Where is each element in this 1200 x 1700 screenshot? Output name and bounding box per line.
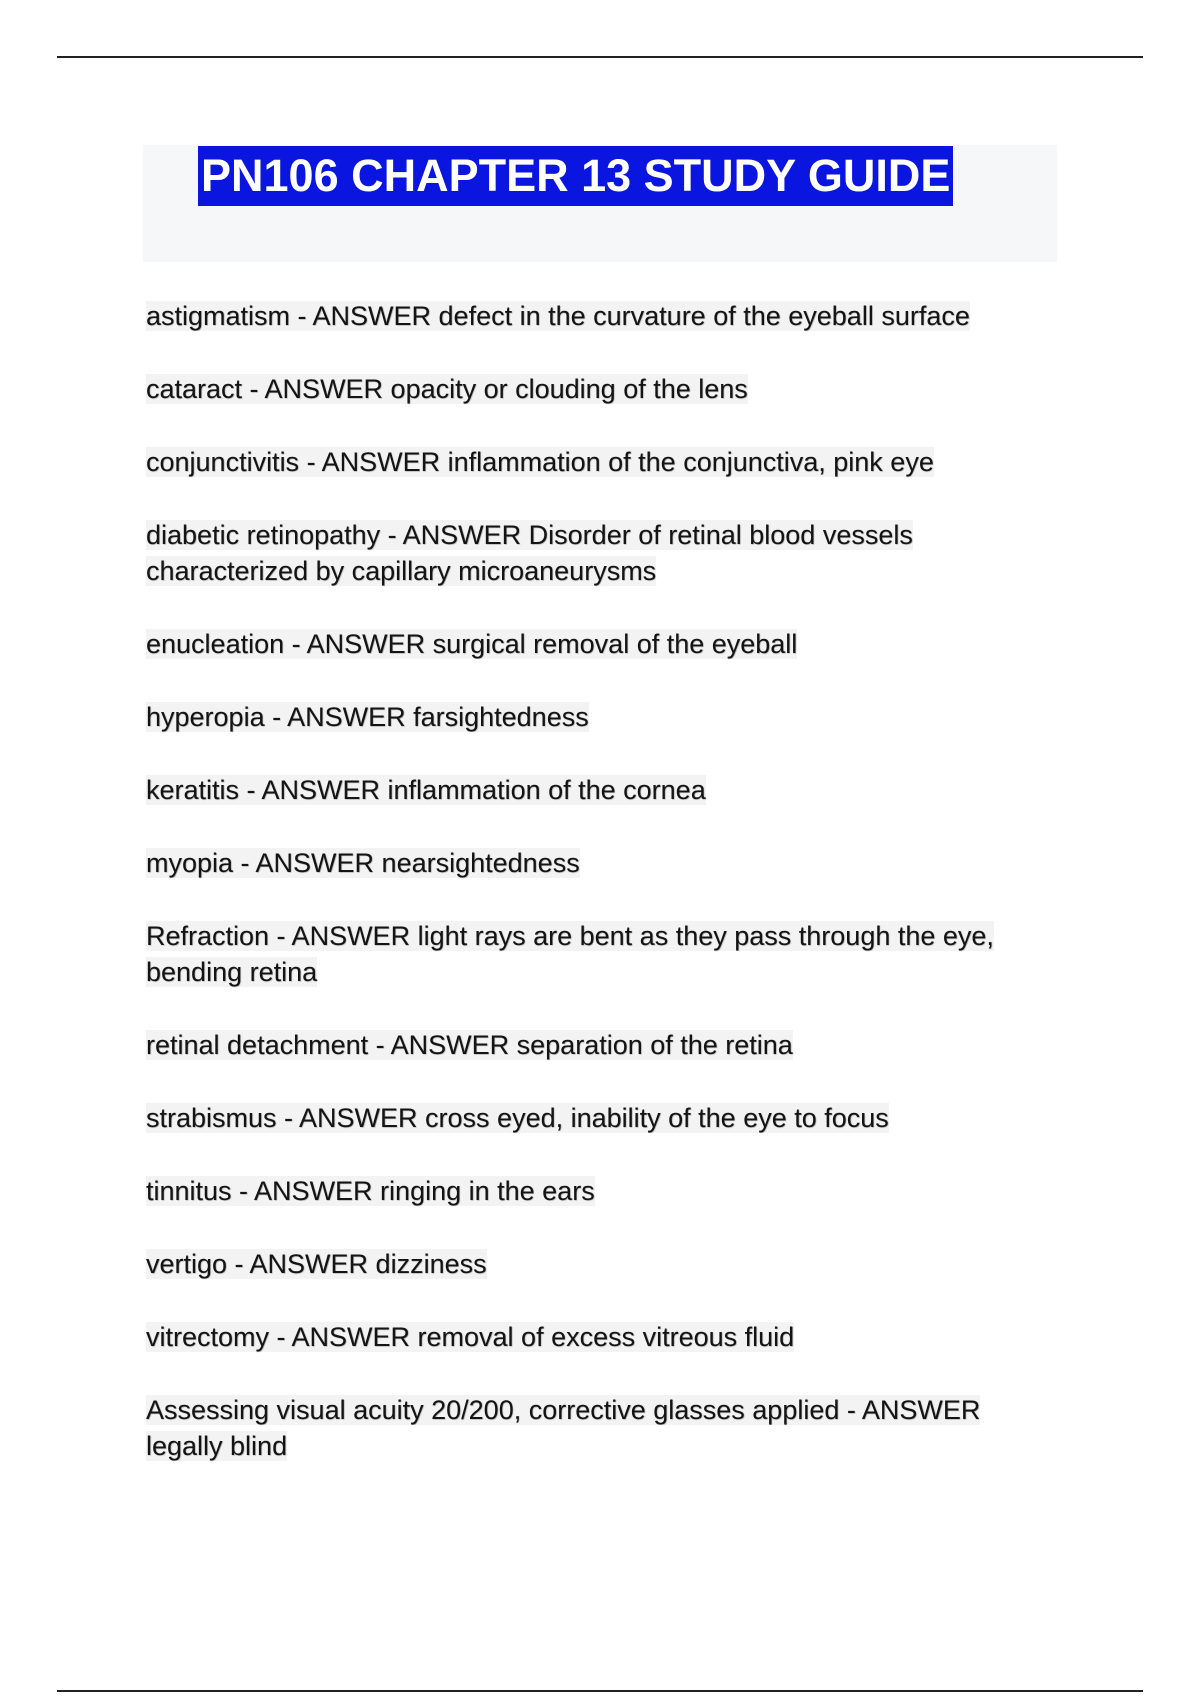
document-title: PN106 CHAPTER 13 STUDY GUIDE bbox=[198, 146, 953, 206]
entry-vitrectomy: vitrectomy - ANSWER removal of excess vitreous fluid bbox=[146, 1322, 795, 1352]
top-rule bbox=[57, 56, 1143, 58]
entry-astigmatism: astigmatism - ANSWER defect in the curvature of the eyeball surface bbox=[146, 301, 970, 331]
entry-cataract: cataract - ANSWER opacity or clouding of the lens bbox=[146, 374, 748, 404]
entry-retinal-detachment: retinal detachment - ANSWER separation of the retina bbox=[146, 1030, 793, 1060]
entry-vertigo: vertigo - ANSWER dizziness bbox=[146, 1249, 487, 1279]
entry-diabetic-retinopathy: diabetic retinopathy - ANSWER Disorder of retinal blood vessels characterized by capillary microaneurysms bbox=[146, 520, 913, 586]
entry-strabismus: strabismus - ANSWER cross eyed, inability of the eye to focus bbox=[146, 1103, 889, 1133]
entry-enucleation: enucleation - ANSWER surgical removal of the eyeball bbox=[146, 629, 798, 659]
entry-refraction: Refraction - ANSWER light rays are bent as they pass through the eye, bending retina bbox=[146, 921, 994, 987]
entry-keratitis: keratitis - ANSWER inflammation of the cornea bbox=[146, 775, 706, 805]
entry-conjunctivitis: conjunctivitis - ANSWER inflammation of the conjunctiva, pink eye bbox=[146, 447, 934, 477]
bottom-rule bbox=[57, 1690, 1143, 1692]
entry-myopia: myopia - ANSWER nearsightedness bbox=[146, 848, 580, 878]
entry-visual-acuity: Assessing visual acuity 20/200, corrective glasses applied - ANSWER legally blind bbox=[146, 1395, 981, 1461]
entry-hyperopia: hyperopia - ANSWER farsightedness bbox=[146, 702, 589, 732]
entry-tinnitus: tinnitus - ANSWER ringing in the ears bbox=[146, 1176, 595, 1206]
